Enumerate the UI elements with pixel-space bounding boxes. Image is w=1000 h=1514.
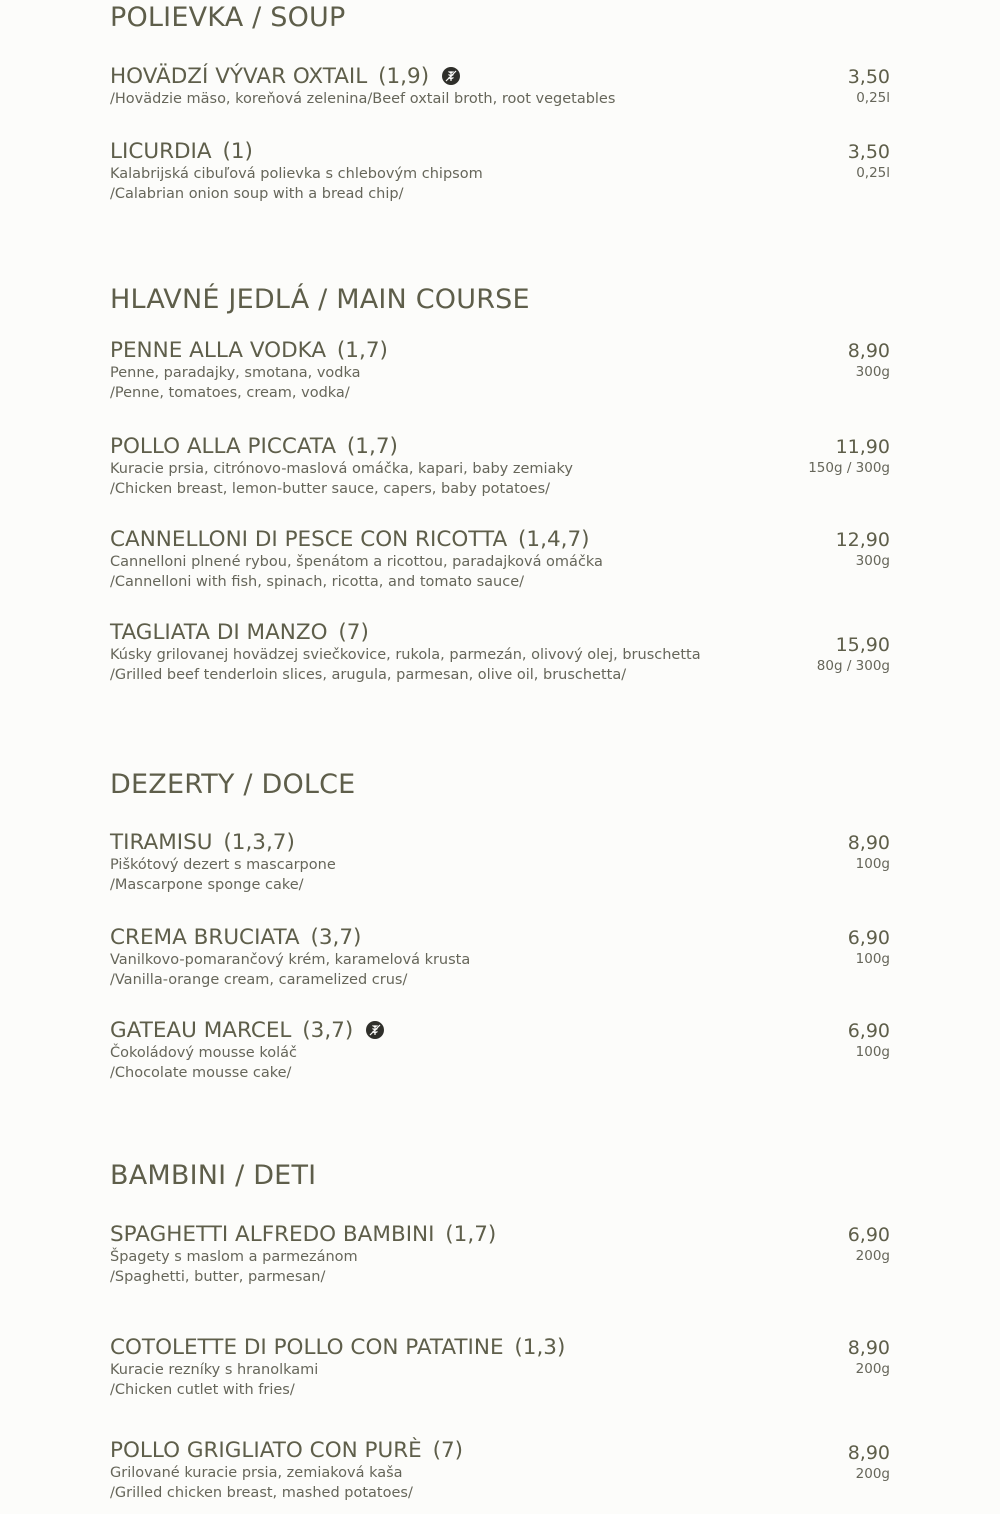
menu-item-tagliata <box>110 620 890 685</box>
item-description: Špagety s maslom a parmezánom <box>110 1249 358 1265</box>
item-name: TIRAMISU <box>110 830 213 855</box>
item-name: SPAGHETTI ALFREDO BAMBINI <box>110 1222 435 1247</box>
item-price: 8,90 <box>847 1337 890 1359</box>
item-description-en: /Chicken cutlet with fries/ <box>110 1381 295 1398</box>
item-portion: 200g <box>855 1466 890 1482</box>
item-price: 8,90 <box>847 832 890 854</box>
item-description: Cannelloni plnené rybou, špenátom a ricottou, paradajková omáčka <box>110 554 603 570</box>
menu-item-pollo-grigliato <box>110 1438 890 1503</box>
item-name: TAGLIATA DI MANZO <box>110 620 328 645</box>
item-description: Čokoládový mousse koláč <box>110 1045 297 1061</box>
item-name: CANNELLONI DI PESCE CON RICOTTA <box>110 527 508 552</box>
menu-item-pollo-piccata <box>110 434 890 499</box>
item-description: /Hovädzie mäso, koreňová zelenina/Beef oxtail broth, root vegetables <box>110 91 616 107</box>
item-description-en: /Cannelloni with fish, spinach, ricotta, and tomato sauce/ <box>110 573 525 590</box>
menu-item-tiramisu <box>110 830 890 895</box>
item-description: Piškótový dezert s mascarpone <box>110 857 336 873</box>
menu-item-cotolette <box>110 1335 890 1400</box>
item-portion: 80g / 300g <box>816 658 890 674</box>
item-description-en: /Spaghetti, butter, parmesan/ <box>110 1268 326 1285</box>
item-price: 3,50 <box>847 66 890 88</box>
item-allergens: (1,4,7) <box>518 527 590 552</box>
item-description-en: /Vanilla-orange cream, caramelized crus/ <box>110 971 408 988</box>
item-description: Vanilkovo-pomarančový krém, karamelová krusta <box>110 952 471 968</box>
item-description-en: /Grilled chicken breast, mashed potatoes/ <box>110 1484 413 1501</box>
menu-item-oxtail <box>110 64 890 110</box>
item-price: 6,90 <box>847 1020 890 1042</box>
item-description-en: /Mascarpone sponge cake/ <box>110 876 304 893</box>
item-allergens: (1,3,7) <box>223 830 295 855</box>
item-description: Kalabrijská cibuľová polievka s chlebovým chipsom <box>110 166 483 182</box>
menu-item-penne <box>110 338 890 403</box>
item-description-en: /Calabrian onion soup with a bread chip/ <box>110 185 404 202</box>
section-title-main-course: HLAVNÉ JEDLÁ / MAIN COURSE <box>110 284 530 315</box>
item-name: GATEAU MARCEL <box>110 1018 292 1043</box>
item-description: Kuracie prsia, citrónovo-maslová omáčka, kapari, baby zemiaky <box>110 461 573 477</box>
item-description: Penne, paradajky, smotana, vodka <box>110 365 361 381</box>
item-name: POLLO ALLA PICCATA <box>110 434 337 459</box>
item-price: 3,50 <box>847 141 890 163</box>
item-price: 15,90 <box>835 634 890 656</box>
item-allergens: (1,7) <box>445 1222 497 1247</box>
item-description: Grilované kuracie prsia, zemiaková kaša <box>110 1465 403 1481</box>
item-name: COTOLETTE DI POLLO CON PATATINE <box>110 1335 504 1360</box>
item-allergens: (3,7) <box>302 1018 354 1043</box>
item-description-en: /Penne, tomatoes, cream, vodka/ <box>110 384 350 401</box>
item-allergens: (1) <box>222 139 253 164</box>
item-name: CREMA BRUCIATA <box>110 925 300 950</box>
item-allergens: (1,7) <box>346 434 398 459</box>
item-price: 6,90 <box>847 927 890 949</box>
item-name: LICURDIA <box>110 139 212 164</box>
menu-item-spaghetti-alfredo <box>110 1222 890 1287</box>
item-portion: 0,25l <box>856 90 890 106</box>
menu-item-gateau-marcel <box>110 1018 890 1083</box>
item-description: Kuracie rezníky s hranolkami <box>110 1362 319 1378</box>
item-name: HOVÄDZÍ VÝVAR OXTAIL <box>110 64 368 89</box>
item-portion: 200g <box>855 1248 890 1264</box>
menu-item-crema-bruciata <box>110 925 890 990</box>
menu-item-cannelloni <box>110 527 890 592</box>
item-portion: 100g <box>855 856 890 872</box>
item-name: PENNE ALLA VODKA <box>110 338 327 363</box>
item-allergens: (3,7) <box>310 925 362 950</box>
item-description-en: /Chocolate mousse cake/ <box>110 1064 292 1081</box>
item-portion: 300g <box>855 553 890 569</box>
item-price: 8,90 <box>847 340 890 362</box>
item-portion: 150g / 300g <box>808 460 890 476</box>
item-price: 8,90 <box>847 1442 890 1464</box>
item-portion: 200g <box>855 1361 890 1377</box>
section-title-desserts: DEZERTY / DOLCE <box>110 769 356 800</box>
wheat-icon <box>442 67 460 85</box>
item-description-en: /Grilled beef tenderloin slices, arugula, parmesan, olive oil, bruschetta/ <box>110 666 627 683</box>
section-title-soup: POLIEVKA / SOUP <box>110 2 346 33</box>
item-description-en: /Chicken breast, lemon-butter sauce, capers, baby potatoes/ <box>110 480 551 497</box>
item-price: 11,90 <box>835 436 890 458</box>
item-description: Kúsky grilovanej hovädzej sviečkovice, rukola, parmezán, olivový olej, bruschetta <box>110 647 701 663</box>
wheat-icon <box>366 1021 384 1039</box>
item-allergens: (1,3) <box>514 1335 566 1360</box>
item-price: 12,90 <box>835 529 890 551</box>
item-portion: 100g <box>855 1044 890 1060</box>
item-allergens: (7) <box>338 620 369 645</box>
item-allergens: (1,7) <box>336 338 388 363</box>
section-title-kids: BAMBINI / DETI <box>110 1160 317 1191</box>
item-name: POLLO GRIGLIATO CON PURÈ <box>110 1438 422 1463</box>
item-allergens: (7) <box>432 1438 464 1463</box>
item-price: 6,90 <box>847 1224 890 1246</box>
item-portion: 100g <box>855 951 890 967</box>
item-portion: 300g <box>855 364 890 380</box>
item-allergens: (1,9) <box>378 64 430 89</box>
menu-item-licurdia <box>110 139 890 204</box>
item-portion: 0,25l <box>856 165 890 181</box>
